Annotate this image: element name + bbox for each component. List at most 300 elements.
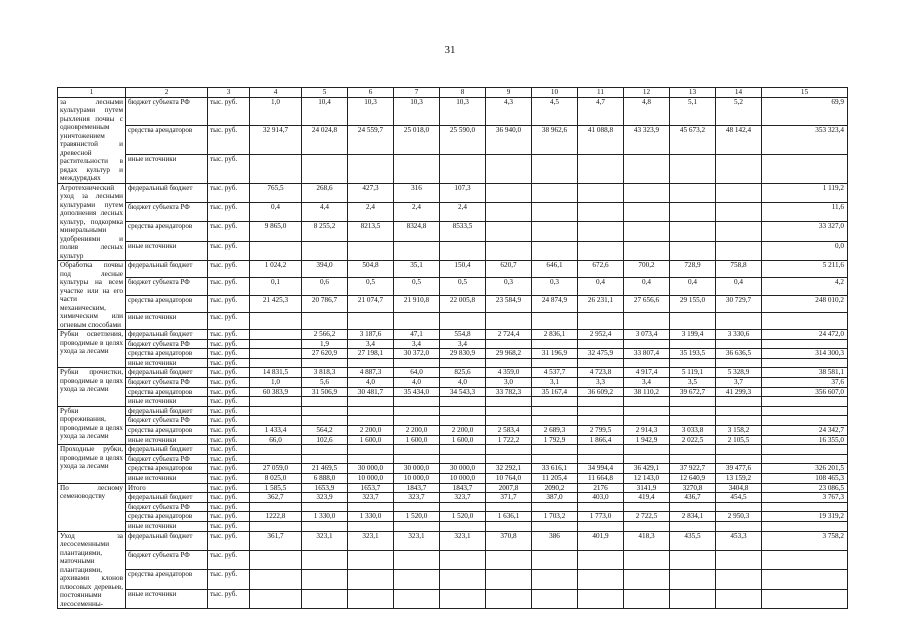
value-cell: 107,3 bbox=[440, 183, 486, 202]
value-cell: 64,0 bbox=[394, 368, 440, 378]
value-cell: 34 543,3 bbox=[440, 387, 486, 397]
value-cell: 1 773,0 bbox=[578, 512, 624, 522]
value-cell: 3 033,8 bbox=[670, 426, 716, 436]
value-cell bbox=[250, 521, 302, 531]
value-cell bbox=[486, 222, 532, 241]
value-cell: 60 383,9 bbox=[250, 387, 302, 397]
value-cell: 1 520,0 bbox=[394, 512, 440, 522]
value-cell bbox=[624, 154, 670, 183]
value-cell: 1 330,0 bbox=[302, 512, 348, 522]
value-cell bbox=[716, 550, 762, 569]
value-cell: 2 689,3 bbox=[532, 426, 578, 436]
funding-source-cell: бюджет субъекта РФ bbox=[126, 454, 208, 464]
unit-cell: тыс. руб. bbox=[208, 493, 250, 503]
value-cell bbox=[250, 570, 302, 589]
table-row bbox=[58, 483, 848, 493]
table-row bbox=[58, 312, 848, 329]
value-cell bbox=[440, 550, 486, 569]
table-row bbox=[58, 454, 848, 464]
value-cell bbox=[486, 397, 532, 407]
value-cell: 427,3 bbox=[348, 183, 394, 202]
value-cell bbox=[532, 570, 578, 589]
value-cell: 0,5 bbox=[394, 278, 440, 295]
table-row bbox=[58, 183, 848, 202]
value-cell: 436,7 bbox=[670, 493, 716, 503]
value-cell bbox=[440, 445, 486, 455]
total-cell bbox=[762, 406, 848, 416]
value-cell bbox=[250, 330, 302, 340]
unit-cell: тыс. руб. bbox=[208, 445, 250, 455]
unit-cell: тыс. руб. bbox=[208, 589, 250, 608]
value-cell: 1,0 bbox=[250, 378, 302, 388]
value-cell: 38 110,2 bbox=[624, 387, 670, 397]
table-row bbox=[58, 445, 848, 455]
value-cell: 4,8 bbox=[624, 97, 670, 126]
value-cell: 564,2 bbox=[302, 426, 348, 436]
total-cell: 3 767,3 bbox=[762, 493, 848, 503]
value-cell: 0,5 bbox=[440, 278, 486, 295]
value-cell: 8533,5 bbox=[440, 222, 486, 241]
unit-cell: тыс. руб. bbox=[208, 454, 250, 464]
unit-cell: тыс. руб. bbox=[208, 387, 250, 397]
total-cell bbox=[762, 339, 848, 349]
value-cell: 10 000,0 bbox=[440, 474, 486, 484]
value-cell bbox=[716, 445, 762, 455]
table-row bbox=[58, 222, 848, 241]
value-cell: 4 723,8 bbox=[578, 368, 624, 378]
value-cell: 8 255,2 bbox=[302, 222, 348, 241]
value-cell: 13 159,2 bbox=[716, 474, 762, 484]
table-row bbox=[58, 295, 848, 312]
value-cell: 2,4 bbox=[394, 202, 440, 221]
value-cell bbox=[670, 454, 716, 464]
funding-source-cell: бюджет субъекта РФ bbox=[126, 97, 208, 126]
value-cell: 2007,8 bbox=[486, 483, 532, 493]
value-cell: 8 025,0 bbox=[250, 474, 302, 484]
value-cell bbox=[440, 521, 486, 531]
value-cell: 4,4 bbox=[302, 202, 348, 221]
table-row bbox=[58, 531, 848, 550]
value-cell: 102,6 bbox=[302, 435, 348, 445]
value-cell: 30 729,7 bbox=[716, 295, 762, 312]
value-cell: 2 950,3 bbox=[716, 512, 762, 522]
value-cell bbox=[440, 358, 486, 368]
value-cell bbox=[716, 358, 762, 368]
total-cell bbox=[762, 550, 848, 569]
value-cell: 454,5 bbox=[716, 493, 762, 503]
value-cell: 35 193,5 bbox=[670, 349, 716, 359]
table-row bbox=[58, 378, 848, 388]
value-cell bbox=[532, 550, 578, 569]
value-cell bbox=[532, 589, 578, 608]
unit-cell: тыс. руб. bbox=[208, 241, 250, 260]
value-cell bbox=[578, 521, 624, 531]
funding-source-cell: бюджет субъекта РФ bbox=[126, 278, 208, 295]
value-cell bbox=[578, 202, 624, 221]
funding-source-cell: средства арендаторов bbox=[126, 512, 208, 522]
value-cell bbox=[578, 397, 624, 407]
activity-cell: Агротехнический уход за лесными культурами путем дополнения лесных культур, подкормка минеральными удобрениями и полив лесных культур bbox=[58, 183, 126, 261]
unit-cell: тыс. руб. bbox=[208, 435, 250, 445]
value-cell: 35 434,0 bbox=[394, 387, 440, 397]
value-cell: 0,3 bbox=[532, 278, 578, 295]
value-cell: 0,4 bbox=[578, 278, 624, 295]
value-cell: 2 200,0 bbox=[394, 426, 440, 436]
value-cell bbox=[716, 154, 762, 183]
value-cell: 3,4 bbox=[348, 339, 394, 349]
value-cell: 361,7 bbox=[250, 531, 302, 550]
value-cell: 2 200,0 bbox=[440, 426, 486, 436]
unit-cell: тыс. руб. bbox=[208, 512, 250, 522]
value-cell: 2090,2 bbox=[532, 483, 578, 493]
value-cell bbox=[486, 241, 532, 260]
value-cell: 24 559,7 bbox=[348, 126, 394, 155]
value-cell bbox=[624, 183, 670, 202]
table-row bbox=[58, 521, 848, 531]
value-cell: 1,9 bbox=[302, 339, 348, 349]
value-cell: 370,8 bbox=[486, 531, 532, 550]
value-cell bbox=[670, 358, 716, 368]
value-cell: 1843,7 bbox=[440, 483, 486, 493]
value-cell bbox=[670, 406, 716, 416]
funding-source-cell: иные источники bbox=[126, 358, 208, 368]
value-cell: 323,7 bbox=[440, 493, 486, 503]
value-cell bbox=[716, 589, 762, 608]
funding-source-cell: бюджет субъекта РФ bbox=[126, 550, 208, 569]
value-cell bbox=[532, 416, 578, 426]
unit-cell: тыс. руб. bbox=[208, 183, 250, 202]
unit-cell: тыс. руб. bbox=[208, 358, 250, 368]
value-cell: 672,6 bbox=[578, 261, 624, 278]
value-cell bbox=[716, 339, 762, 349]
table-row bbox=[58, 126, 848, 155]
value-cell bbox=[532, 183, 578, 202]
value-cell: 5,2 bbox=[716, 97, 762, 126]
table-row bbox=[58, 464, 848, 474]
unit-cell: тыс. руб. bbox=[208, 295, 250, 312]
total-cell: 38 581,1 bbox=[762, 368, 848, 378]
value-cell bbox=[670, 222, 716, 241]
value-cell: 403,0 bbox=[578, 493, 624, 503]
value-cell: 362,7 bbox=[250, 493, 302, 503]
value-cell bbox=[532, 339, 578, 349]
value-cell: 323,1 bbox=[440, 531, 486, 550]
value-cell: 27 656,6 bbox=[624, 295, 670, 312]
value-cell bbox=[670, 183, 716, 202]
value-cell bbox=[578, 222, 624, 241]
value-cell: 3,4 bbox=[394, 339, 440, 349]
value-cell bbox=[250, 397, 302, 407]
total-cell bbox=[762, 154, 848, 183]
value-cell: 2 105,5 bbox=[716, 435, 762, 445]
value-cell: 38 962,6 bbox=[532, 126, 578, 155]
value-cell: 3 818,3 bbox=[302, 368, 348, 378]
value-cell: 758,8 bbox=[716, 261, 762, 278]
value-cell: 323,7 bbox=[348, 493, 394, 503]
value-cell: 0,4 bbox=[716, 278, 762, 295]
value-cell bbox=[624, 502, 670, 512]
value-cell: 36 940,0 bbox=[486, 126, 532, 155]
value-cell bbox=[486, 550, 532, 569]
value-cell: 32 292,1 bbox=[486, 464, 532, 474]
value-cell: 728,9 bbox=[670, 261, 716, 278]
value-cell: 1 600,0 bbox=[348, 435, 394, 445]
value-cell bbox=[670, 445, 716, 455]
total-cell: 108 465,3 bbox=[762, 474, 848, 484]
value-cell bbox=[624, 550, 670, 569]
value-cell bbox=[486, 445, 532, 455]
value-cell bbox=[532, 521, 578, 531]
value-cell bbox=[624, 454, 670, 464]
activity-cell: за лесными культурами путем рыхления почвы с одновременным уничтожением травянистой и древесной растительности в рядах культур и междурядьях bbox=[58, 97, 126, 183]
table-row bbox=[58, 387, 848, 397]
value-cell: 394,0 bbox=[302, 261, 348, 278]
total-cell: 24 472,0 bbox=[762, 330, 848, 340]
funding-source-cell: бюджет субъекта РФ bbox=[126, 339, 208, 349]
value-cell: 10,3 bbox=[348, 97, 394, 126]
total-cell: 4,2 bbox=[762, 278, 848, 295]
value-cell bbox=[250, 358, 302, 368]
value-cell bbox=[532, 241, 578, 260]
value-cell bbox=[670, 202, 716, 221]
value-cell bbox=[394, 502, 440, 512]
value-cell: 47,1 bbox=[394, 330, 440, 340]
value-cell: 21 074,7 bbox=[348, 295, 394, 312]
value-cell bbox=[578, 570, 624, 589]
value-cell: 150,4 bbox=[440, 261, 486, 278]
value-cell bbox=[348, 502, 394, 512]
value-cell: 1 942,9 bbox=[624, 435, 670, 445]
value-cell: 36 429,1 bbox=[624, 464, 670, 474]
funding-source-cell: средства арендаторов bbox=[126, 349, 208, 359]
value-cell bbox=[348, 521, 394, 531]
value-cell: 41 088,8 bbox=[578, 126, 624, 155]
value-cell: 3,0 bbox=[486, 378, 532, 388]
value-cell bbox=[302, 397, 348, 407]
activity-cell: Рубки осветления, проводимые в целях ухода за лесами bbox=[58, 330, 126, 368]
value-cell bbox=[486, 570, 532, 589]
value-cell: 323,1 bbox=[302, 531, 348, 550]
value-cell: 4 887,3 bbox=[348, 368, 394, 378]
value-cell bbox=[394, 589, 440, 608]
total-cell: 353 323,4 bbox=[762, 126, 848, 155]
value-cell bbox=[486, 406, 532, 416]
value-cell bbox=[250, 349, 302, 359]
value-cell bbox=[578, 241, 624, 260]
value-cell: 2 834,1 bbox=[670, 512, 716, 522]
value-cell: 43 323,9 bbox=[624, 126, 670, 155]
value-cell: 2 200,0 bbox=[348, 426, 394, 436]
value-cell bbox=[302, 454, 348, 464]
value-cell: 37 922,7 bbox=[670, 464, 716, 474]
column-number-row bbox=[58, 88, 848, 98]
total-cell bbox=[762, 570, 848, 589]
table-row bbox=[58, 97, 848, 126]
total-cell: 1 119,2 bbox=[762, 183, 848, 202]
value-cell bbox=[348, 154, 394, 183]
value-cell: 33 616,1 bbox=[532, 464, 578, 474]
unit-cell: тыс. руб. bbox=[208, 202, 250, 221]
value-cell: 12 640,9 bbox=[670, 474, 716, 484]
total-cell: 326 201,5 bbox=[762, 464, 848, 474]
value-cell: 11 664,8 bbox=[578, 474, 624, 484]
funding-source-cell: средства арендаторов bbox=[126, 464, 208, 474]
table-row bbox=[58, 426, 848, 436]
column-number-14: 14 bbox=[716, 88, 762, 98]
value-cell bbox=[440, 589, 486, 608]
table-row bbox=[58, 241, 848, 260]
value-cell bbox=[716, 397, 762, 407]
value-cell: 2 566,2 bbox=[302, 330, 348, 340]
funding-source-cell: федеральный бюджет bbox=[126, 531, 208, 550]
value-cell: 26 231,1 bbox=[578, 295, 624, 312]
total-cell bbox=[762, 454, 848, 464]
value-cell: 31 506,9 bbox=[302, 387, 348, 397]
funding-source-cell: средства арендаторов bbox=[126, 126, 208, 155]
value-cell: 27 059,0 bbox=[250, 464, 302, 474]
value-cell bbox=[716, 570, 762, 589]
value-cell: 1 600,0 bbox=[394, 435, 440, 445]
funding-source-cell: федеральный бюджет bbox=[126, 368, 208, 378]
value-cell: 41 299,3 bbox=[716, 387, 762, 397]
value-cell bbox=[440, 570, 486, 589]
value-cell bbox=[716, 202, 762, 221]
table-row bbox=[58, 368, 848, 378]
value-cell: 825,6 bbox=[440, 368, 486, 378]
funding-source-cell: средства арендаторов bbox=[126, 387, 208, 397]
value-cell bbox=[670, 589, 716, 608]
funding-source-cell: иные источники bbox=[126, 397, 208, 407]
value-cell bbox=[440, 502, 486, 512]
funding-source-cell: федеральный бюджет bbox=[126, 445, 208, 455]
value-cell bbox=[348, 358, 394, 368]
unit-cell: тыс. руб. bbox=[208, 97, 250, 126]
unit-cell: тыс. руб. bbox=[208, 261, 250, 278]
value-cell bbox=[716, 416, 762, 426]
unit-cell: тыс. руб. bbox=[208, 502, 250, 512]
total-cell: 5 211,6 bbox=[762, 261, 848, 278]
table-row bbox=[58, 154, 848, 183]
funding-source-cell: федеральный бюджет bbox=[126, 493, 208, 503]
value-cell: 386 bbox=[532, 531, 578, 550]
value-cell: 35,1 bbox=[394, 261, 440, 278]
value-cell bbox=[624, 241, 670, 260]
table-row bbox=[58, 493, 848, 503]
value-cell: 3,4 bbox=[624, 378, 670, 388]
value-cell bbox=[250, 589, 302, 608]
value-cell: 25 018,0 bbox=[394, 126, 440, 155]
value-cell bbox=[440, 241, 486, 260]
value-cell bbox=[394, 416, 440, 426]
value-cell: 11 205,4 bbox=[532, 474, 578, 484]
unit-cell: тыс. руб. bbox=[208, 570, 250, 589]
column-number-12: 12 bbox=[624, 88, 670, 98]
total-cell bbox=[762, 502, 848, 512]
value-cell bbox=[624, 521, 670, 531]
value-cell bbox=[440, 397, 486, 407]
value-cell bbox=[578, 154, 624, 183]
value-cell: 22 005,8 bbox=[440, 295, 486, 312]
value-cell: 1 433,4 bbox=[250, 426, 302, 436]
value-cell bbox=[486, 154, 532, 183]
value-cell: 36 636,5 bbox=[716, 349, 762, 359]
unit-cell: тыс. руб. bbox=[208, 464, 250, 474]
value-cell bbox=[716, 406, 762, 416]
value-cell: 21 910,8 bbox=[394, 295, 440, 312]
funding-source-cell: федеральный бюджет bbox=[126, 261, 208, 278]
total-cell: 0,0 bbox=[762, 241, 848, 260]
value-cell: 35 167,4 bbox=[532, 387, 578, 397]
unit-cell: тыс. руб. bbox=[208, 222, 250, 241]
total-cell bbox=[762, 589, 848, 608]
value-cell bbox=[532, 222, 578, 241]
value-cell bbox=[532, 454, 578, 464]
value-cell bbox=[578, 589, 624, 608]
total-cell bbox=[762, 521, 848, 531]
value-cell bbox=[716, 521, 762, 531]
funding-source-cell: иные источники bbox=[126, 589, 208, 608]
value-cell bbox=[302, 502, 348, 512]
total-cell bbox=[762, 312, 848, 329]
value-cell: 268,6 bbox=[302, 183, 348, 202]
funding-source-cell: иные источники bbox=[126, 154, 208, 183]
total-cell: 16 355,0 bbox=[762, 435, 848, 445]
value-cell bbox=[624, 312, 670, 329]
value-cell: 4 537,7 bbox=[532, 368, 578, 378]
value-cell bbox=[486, 183, 532, 202]
value-cell: 66,0 bbox=[250, 435, 302, 445]
value-cell: 1 636,1 bbox=[486, 512, 532, 522]
activity-cell: Проходные рубки, проводимые в целях ухода за лесами bbox=[58, 445, 126, 483]
value-cell: 4,5 bbox=[532, 97, 578, 126]
value-cell bbox=[670, 502, 716, 512]
value-cell: 33 782,3 bbox=[486, 387, 532, 397]
table-row bbox=[58, 358, 848, 368]
value-cell bbox=[302, 550, 348, 569]
value-cell bbox=[670, 339, 716, 349]
value-cell: 0,4 bbox=[250, 202, 302, 221]
value-cell bbox=[348, 416, 394, 426]
value-cell bbox=[394, 454, 440, 464]
value-cell: 620,7 bbox=[486, 261, 532, 278]
column-number-1: 1 bbox=[58, 88, 126, 98]
funding-source-cell: средства арендаторов bbox=[126, 570, 208, 589]
unit-cell: тыс. руб. bbox=[208, 406, 250, 416]
value-cell bbox=[532, 312, 578, 329]
value-cell bbox=[624, 406, 670, 416]
table-row bbox=[58, 278, 848, 295]
value-cell: 21 425,3 bbox=[250, 295, 302, 312]
value-cell bbox=[624, 222, 670, 241]
value-cell: 10 764,0 bbox=[486, 474, 532, 484]
funding-source-cell: федеральный бюджет bbox=[126, 406, 208, 416]
value-cell: 323,7 bbox=[394, 493, 440, 503]
unit-cell: тыс. руб. bbox=[208, 154, 250, 183]
value-cell: 21 469,5 bbox=[302, 464, 348, 474]
value-cell bbox=[394, 550, 440, 569]
value-cell: 10 000,0 bbox=[348, 474, 394, 484]
value-cell: 3,7 bbox=[716, 378, 762, 388]
value-cell bbox=[302, 445, 348, 455]
value-cell: 0,5 bbox=[348, 278, 394, 295]
value-cell: 3 073,4 bbox=[624, 330, 670, 340]
value-cell bbox=[624, 339, 670, 349]
value-cell: 4,7 bbox=[578, 97, 624, 126]
value-cell: 2 914,3 bbox=[624, 426, 670, 436]
value-cell: 48 142,4 bbox=[716, 126, 762, 155]
value-cell: 1653,9 bbox=[302, 483, 348, 493]
value-cell: 1 866,4 bbox=[578, 435, 624, 445]
